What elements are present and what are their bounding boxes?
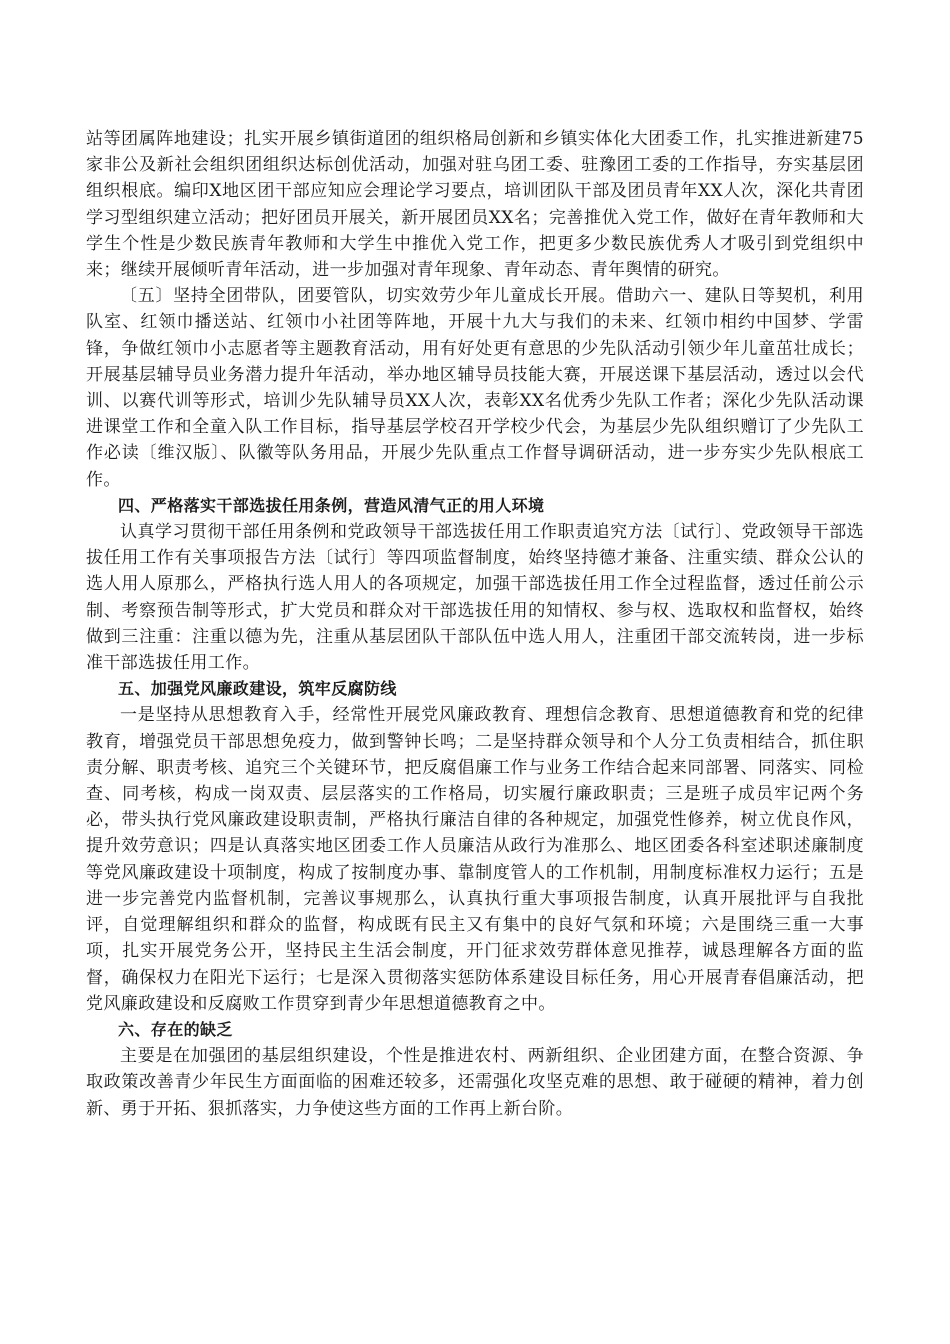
heading-section-6: 六、存在的缺乏	[118, 1019, 233, 1039]
paragraph-section-5: 〔五〕坚持全团带队，团要管队，切实效劳少年儿童成长开展。借助六一、建队日等契机，利用队室、红领巾播送站、红领巾小社团等阵地，开展十九大与我们的未来、红领巾相约中国梦、学雷锋，争做红领巾小志愿者等主题教育活动，用有好处更有意思的少先队活动引领少年儿童茁壮成长；开展基层辅导员业务潜力提升年活动，举办地区辅导员技能大赛，开展送课下基层活动，透过以会代训、以赛代训等形式，培训少先队辅导员XX人次，表彰XX名优秀少先队工作者；深化少先队活动课进课堂工作和全童入队工作目标，指导基层学校召开学校少代会，为基层少先队组织赠订了少先队工作必读〔维汉版〕、队徽等队务用品，开展少先队重点工作督导调研活动，进一步夯实少先队根底工作。	[86, 286, 864, 490]
document-body	[86, 126, 864, 1122]
paragraph-shortcomings: 主要是在加强团的基层组织建设，个性是推进农村、两新组织、企业团建方面，在整合资源、争取政策改善青少年民生方面面临的困难还较多，还需强化攻坚克难的思想、敢于碰硬的精神，着力创新、勇于开拓、狠抓落实，力争使这些方面的工作再上新台阶。	[86, 1046, 864, 1119]
paragraph-cadre-selection: 认真学习贯彻干部任用条例和党政领导干部选拔任用工作职责追究方法〔试行〕、党政领导干部选拔任用工作有关事项报告方法〔试行〕等四项监督制度，始终坚持德才兼备、注重实绩、群众公认的选人用人原那么，严格执行选人用人的各项规定，加强干部选拔任用工作全过程监督，透过任前公示制、考察预告制等形式，扩大党员和群众对干部选拔任用的知情权、参与权、选取权和监督权，始终做到三注重：注重以德为先，注重从基层团队干部队伍中选人用人，注重团干部交流转岗，进一步标准干部选拔任用工作。	[86, 522, 864, 674]
paragraph-anti-corruption: 一是坚持从思想教育入手，经常性开展党风廉政教育、理想信念教育、思想道德教育和党的纪律教育，增强党员干部思想免疫力，做到警钟长鸣；二是坚持群众领导和个人分工负责相结合，抓住职责分解、职责考核、追究三个关键环节，把反腐倡廉工作与业务工作结合起来同部署、同落实、同检查、同考核，构成一岗双责、层层落实的工作格局，切实履行廉政职责；三是班子成员牢记两个务必，带头执行党风廉政建设职责制，严格执行廉洁自律的各种规定，加强党性修养，树立优良作风，提升效劳意识；四是认真落实地区团委工作人员廉洁从政行为准那么、地区团委各科室述职述廉制度等党风廉政建设十项制度，构成了按制度办事、靠制度管人的工作机制，用制度标准权力运行；五是进一步完善党内监督机制，完善议事规那么，认真执行重大事项报告制度，认真开展批评与自我批评，自觉理解组织和群众的监督，构成既有民主又有集中的良好气氛和环境；六是围绕三重一大事项，扎实开展党务公开，坚持民主生活会制度，开门征求效劳群体意见推荐，诚恳理解各方面的监督，确保权力在阳光下运行；七是深入贯彻落实惩防体系建设目标任务，用心开展青春倡廉活动，把党风廉政建设和反腐败工作贯穿到青少年思想道德教育之中。	[86, 705, 864, 1014]
heading-section-4: 四、严格落实干部选拔任用条例，营造风清气正的用人环境	[118, 495, 545, 515]
paragraph-continuation: 站等团属阵地建设；扎实开展乡镇街道团的组织格局创新和乡镇实体化大团委工作，扎实推进新建75家非公及新社会组织团组织达标创优活动，加强对驻乌团工委、驻豫团工委的工作指导，夯实基层团组织根底。编印X地区团干部应知应会理论学习要点，培训团队干部及团员青年XX人次，深化共青团学习型组织建立活动；把好团员开展关，新开展团员XX名；完善推优入党工作，做好在青年教师和大学生个性是少数民族青年教师和大学生中推优入党工作，把更多少数民族优秀人才吸引到党组织中来；继续开展倾听青年活动，进一步加强对青年现象、青年动态、青年舆情的研究。	[86, 129, 864, 281]
heading-section-5: 五、加强党风廉政建设，筑牢反腐防线	[118, 679, 397, 699]
